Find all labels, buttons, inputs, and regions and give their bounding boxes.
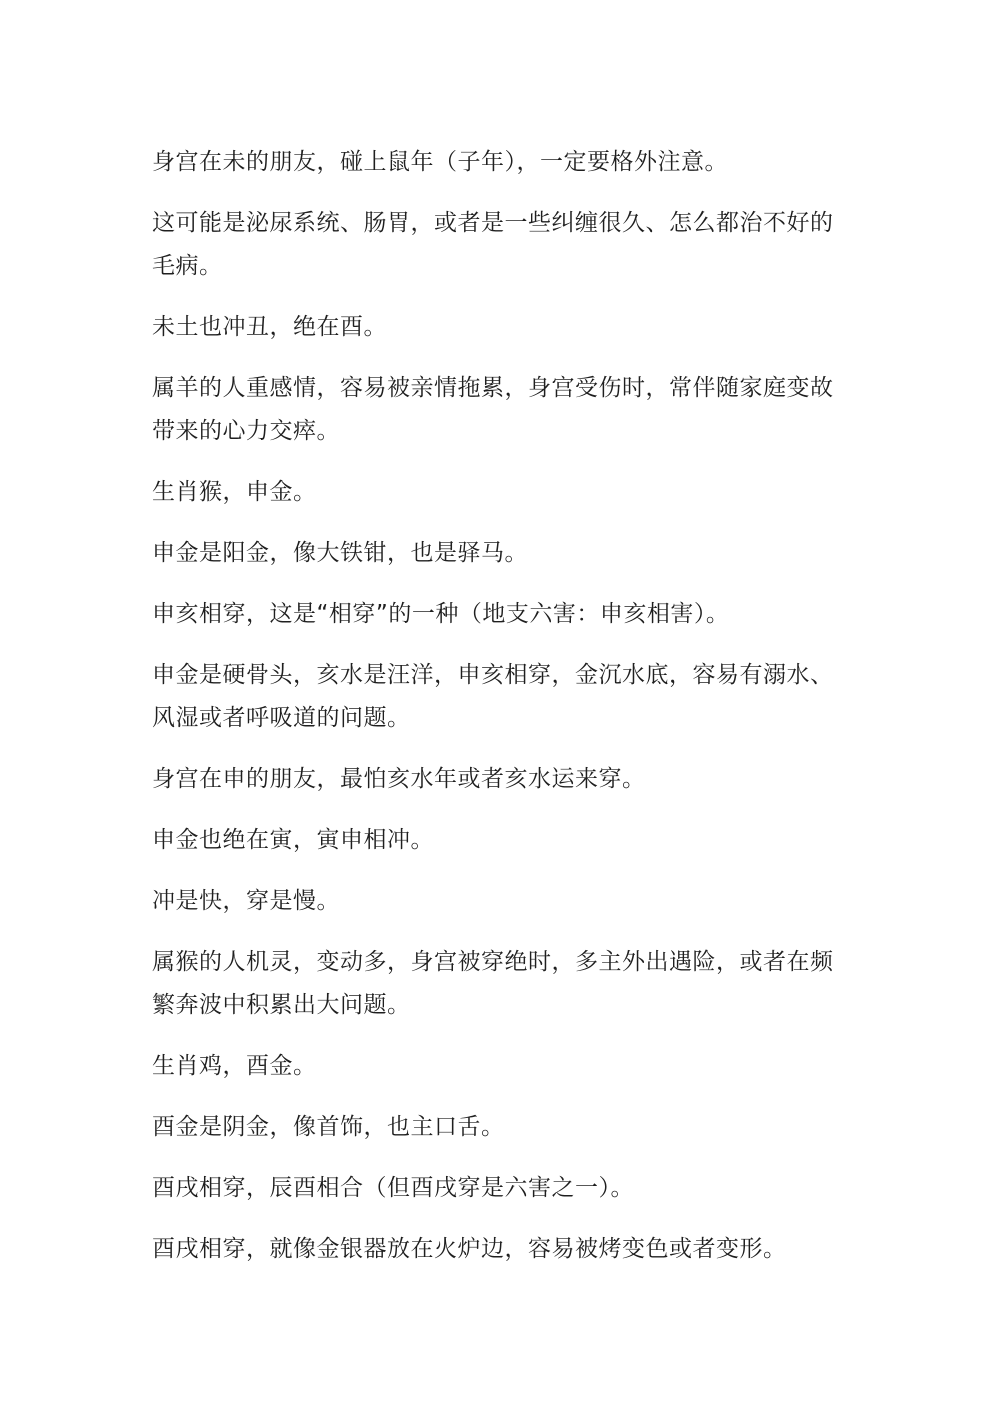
paragraph: 这可能是泌尿系统、肠胃，或者是一些纠缠很久、怎么都治不好的毛病。 <box>152 210 834 279</box>
paragraph: 申金也绝在寅，寅申相冲。 <box>152 827 434 853</box>
paragraph: 属猴的人机灵，变动多，身宫被穿绝时，多主外出遇险，或者在频繁奔波中积累出大问题。 <box>152 949 834 1018</box>
paragraph: 身宫在未的朋友，碰上鼠年（子年），一定要格外注意。 <box>152 149 728 175</box>
paragraph: 未土也冲丑，绝在酉。 <box>152 314 387 340</box>
paragraph: 冲是快，穿是慢。 <box>152 888 340 914</box>
paragraph: 酉戌相穿，辰酉相合（但酉戌穿是六害之一）。 <box>152 1175 634 1201</box>
paragraph: 生肖鸡，酉金。 <box>152 1053 317 1079</box>
paragraph: 身宫在申的朋友，最怕亥水年或者亥水运来穿。 <box>152 766 646 792</box>
paragraph: 属羊的人重感情，容易被亲情拖累，身宫受伤时，常伴随家庭变故带来的心力交瘁。 <box>152 375 834 444</box>
document-body <box>152 141 852 1289</box>
paragraph: 申金是阳金，像大铁钳，也是驿马。 <box>152 540 528 566</box>
paragraph: 申金是硬骨头，亥水是汪洋，申亥相穿，金沉水底，容易有溺水、风湿或者呼吸道的问题。 <box>152 662 834 731</box>
paragraph: 生肖猴，申金。 <box>152 479 317 505</box>
paragraph: 酉金是阴金，像首饰，也主口舌。 <box>152 1114 505 1140</box>
paragraph: 申亥相穿，这是“相穿”的一种（地支六害：申亥相害）。 <box>152 601 730 627</box>
paragraph: 酉戌相穿，就像金银器放在火炉边，容易被烤变色或者变形。 <box>152 1236 787 1262</box>
